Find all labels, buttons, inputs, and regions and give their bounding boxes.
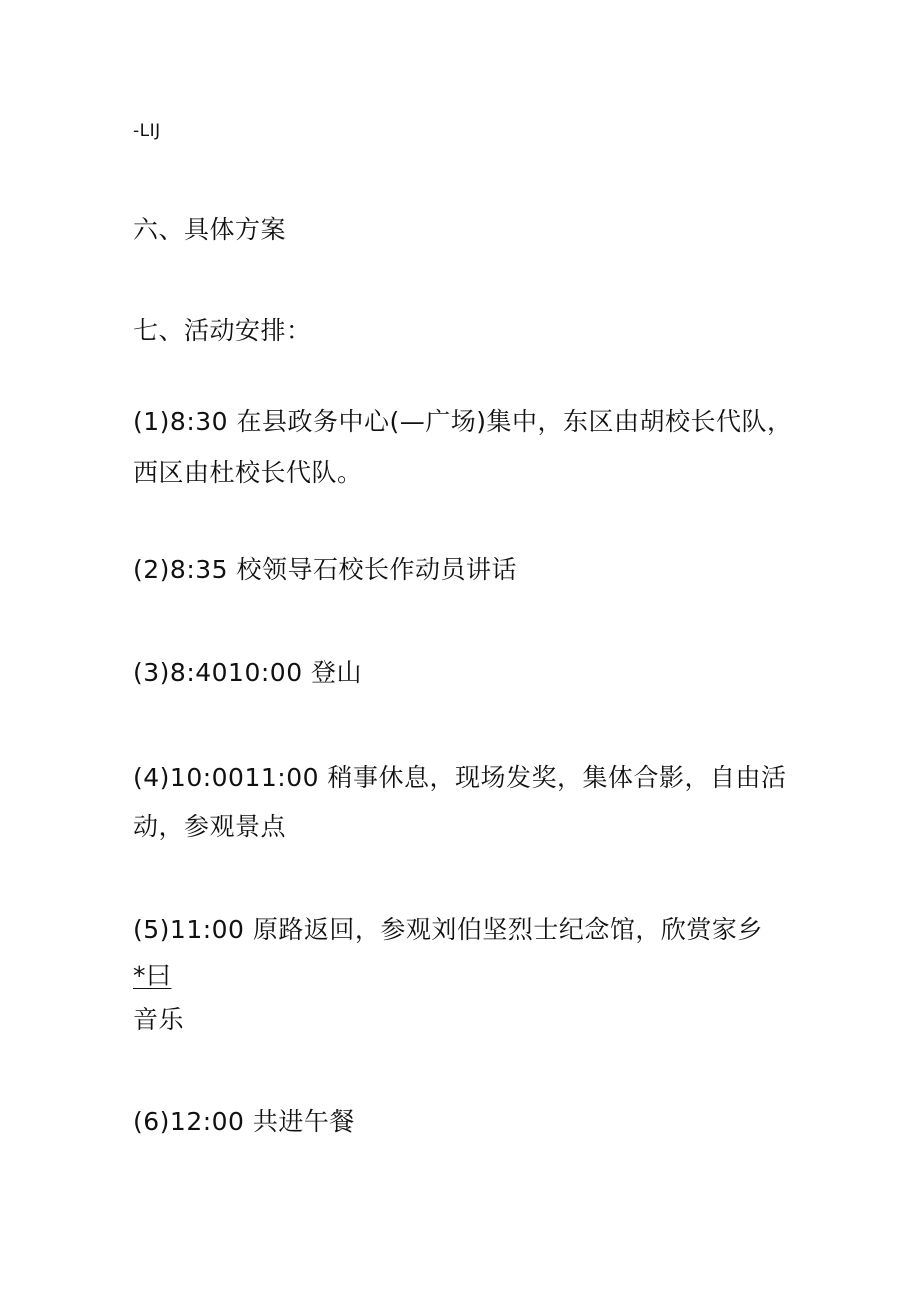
schedule-item-3: (3)8:4010:00 登山: [133, 658, 363, 687]
schedule-item-2: (2)8:35 校领导石校长作动员讲话: [133, 555, 518, 584]
schedule-item-1-line-1: (1)8:30 在县政务中心(—广场)集中，东区由胡校长代队，: [133, 407, 793, 436]
schedule-item-1-line-2: 西区由杜校长代队。: [133, 458, 363, 487]
section-heading-seven: 七、活动安排：: [133, 316, 312, 345]
schedule-item-5-line-2: *曰: [133, 961, 172, 990]
schedule-item-4-line-1: (4)10:0011:00 稍事休息，现场发奖，集体合影，自由活: [133, 763, 787, 792]
schedule-item-4-line-2: 动，参观景点: [133, 812, 287, 841]
schedule-item-5-line-1: (5)11:00 原路返回，参观刘伯坚烈士纪念馆，欣赏家乡: [133, 915, 763, 944]
schedule-item-6: (6)12:00 共进午餐: [133, 1107, 355, 1136]
page-mark: -LIJ: [133, 121, 161, 141]
section-heading-six: 六、具体方案: [133, 215, 287, 244]
schedule-item-5-line-3: 音乐: [133, 1005, 185, 1034]
